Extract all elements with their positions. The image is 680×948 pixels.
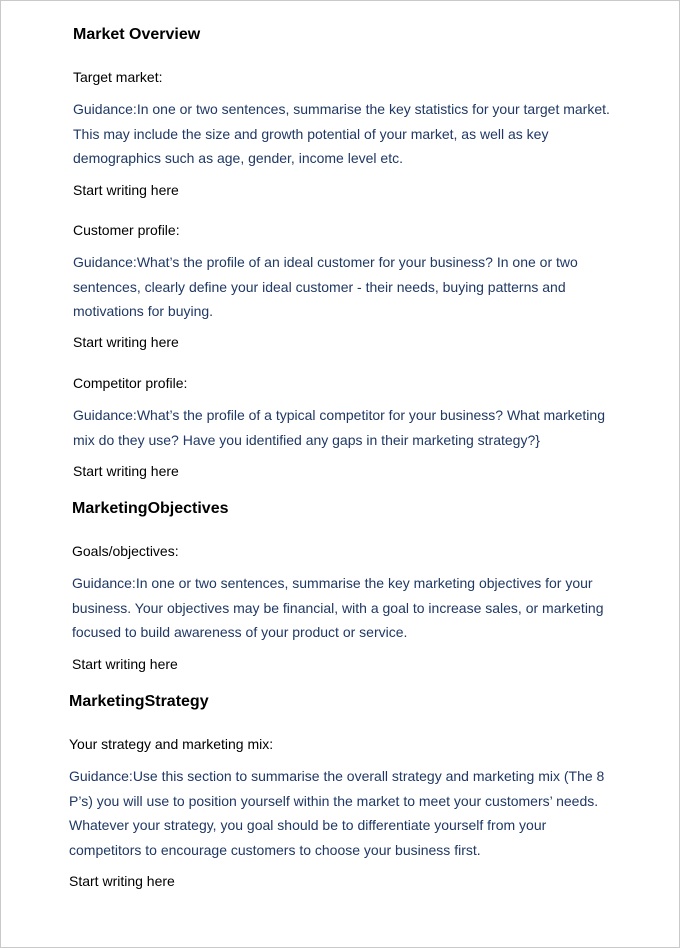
guidance-line: sentences, clearly define your ideal customer - their needs, buying patterns and [73,278,566,295]
competitor-profile-placeholder[interactable]: Start writing here [73,463,179,479]
guidance-line: focused to build awareness of your product or service. [72,624,408,640]
guidance-line: Guidance:What’s the profile of an ideal customer for your business? In one or two [73,254,578,270]
guidance-line: Guidance:Use this section to summarise the overall strategy and marketing mix (The 8 [69,768,605,784]
customer-profile-label: Customer profile: [73,222,180,238]
guidance-line: Whatever your strategy, you goal should be to differentiate yourself from your [69,817,547,833]
strategy-mix-guidance [69,764,604,862]
strategy-mix-label: Your strategy and marketing mix: [69,736,274,752]
guidance-line: mix do they use? Have you identified any gaps in their marketing strategy?} [73,431,540,448]
guidance-line: Guidance:What’s the profile of a typical competitor for your business? What marketing [73,407,605,423]
section-heading-market-overview: Market Overview [73,26,201,43]
competitor-profile-guidance [73,403,605,452]
goals-objectives-placeholder[interactable]: Start writing here [72,656,178,672]
target-market-guidance [73,97,610,171]
target-market-placeholder[interactable]: Start writing here [73,182,179,198]
target-market-label: Target market: [73,69,163,85]
guidance-line: P’s) you will use to position yourself within the market to meet your customers’ needs. [69,792,599,809]
guidance-line: competitors to encourage customers to choose your business first. [69,841,481,858]
goals-objectives-guidance [72,571,604,645]
section-heading-marketing-objectives: MarketingObjectives [72,500,229,517]
competitor-profile-label: Competitor profile: [73,375,188,391]
section-heading-marketing-strategy: MarketingStrategy [69,693,209,710]
customer-profile-guidance [73,250,578,324]
guidance-line: Guidance:In one or two sentences, summarise the key statistics for your target market. [73,101,610,117]
customer-profile-placeholder[interactable]: Start writing here [73,334,179,350]
strategy-mix-placeholder[interactable]: Start writing here [69,873,175,889]
guidance-line: business. Your objectives may be financial, with a goal to increase sales, or marketing [72,599,604,616]
guidance-line: This may include the size and growth potential of your market, as well as key [73,125,549,142]
goals-objectives-label: Goals/objectives: [72,543,179,559]
guidance-line: motivations for buying. [73,303,214,319]
guidance-line: Guidance:In one or two sentences, summarise the key marketing objectives for your [72,575,593,591]
guidance-line: demographics such as age, gender, income level etc. [73,150,403,166]
